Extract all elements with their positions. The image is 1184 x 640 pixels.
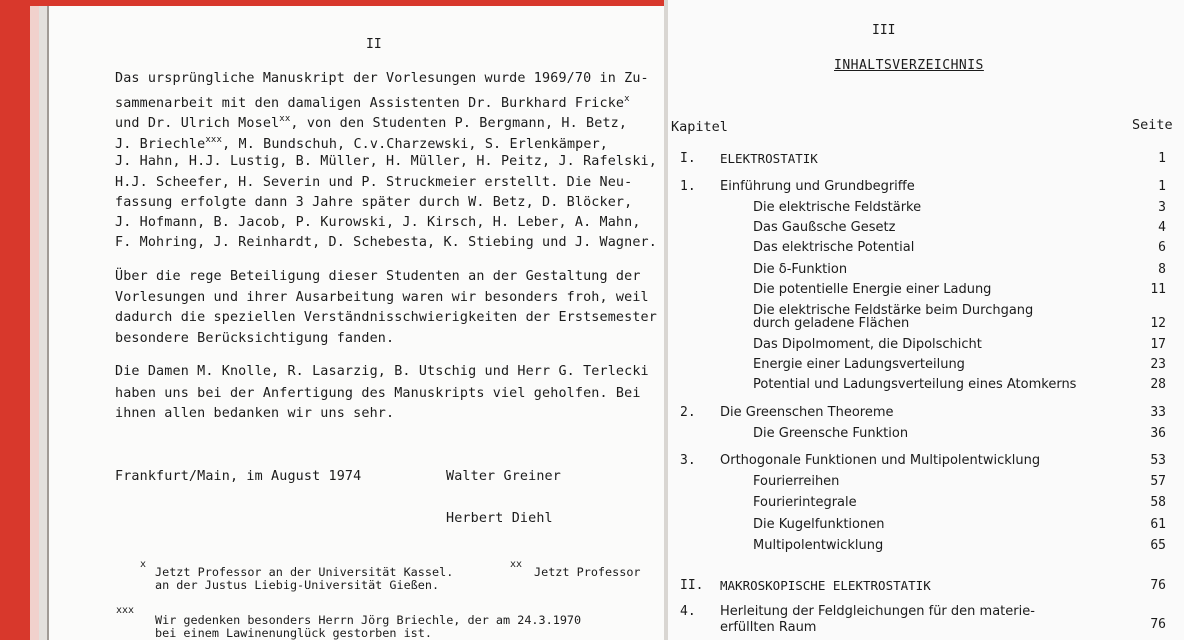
toc-entry-page: 61: [1150, 517, 1166, 532]
toc-entry-title[interactable]: Die Kugelfunktionen: [753, 517, 885, 532]
toc-entry-number: II.: [680, 578, 704, 593]
footnote-text: Wir gedenken besonders Herrn Jörg Briechle, der am 24.3.1970: [155, 613, 582, 627]
toc-entry-title[interactable]: Die δ-Funktion: [753, 262, 848, 277]
red-top-edge: [0, 0, 664, 6]
toc-entry-number: 1.: [680, 179, 696, 194]
preface-line: haben uns bei der Anfertigung des Manuskripts viel geholfen. Bei: [115, 386, 641, 401]
toc-entry-title[interactable]: Einführung und Grundbegriffe: [720, 179, 915, 194]
toc-entry-number: 4.: [680, 604, 696, 619]
toc-entry-title[interactable]: Die Greensche Funktion: [753, 426, 909, 441]
toc-column-page: Seite: [1132, 117, 1173, 133]
toc-entry-title[interactable]: Energie einer Ladungsverteilung: [753, 357, 965, 372]
toc-entry-title[interactable]: Potential und Ladungsverteilung eines Atomkerns: [753, 377, 1077, 392]
right-page-number: III: [872, 23, 896, 38]
preface-line: besondere Berücksichtigung fanden.: [115, 331, 395, 346]
toc-entry-title[interactable]: Herleitung der Feldgleichungen für den materie-: [720, 604, 1035, 619]
footnote-text: Jetzt Professor an der Universität Kassel.: [155, 565, 454, 579]
toc-entry-title[interactable]: erfüllten Raum: [720, 620, 817, 635]
toc-entry-page: 1: [1158, 179, 1166, 194]
preface-line: J. Hahn, H.J. Lustig, B. Müller, H. Müller, H. Peitz, J. Rafelski,: [115, 154, 657, 169]
gray-page-edge: [39, 0, 47, 640]
footnote-mark: xxx: [205, 135, 223, 145]
toc-entry-page: 17: [1150, 337, 1166, 352]
toc-entry-page: 53: [1150, 453, 1166, 468]
place-date: Frankfurt/Main, im August 1974: [115, 469, 362, 484]
toc-entry-page: 36: [1150, 426, 1166, 441]
preface-line: Über die rege Beteiligung dieser Studenten an der Gestaltung der: [115, 269, 641, 284]
toc-entry-page: 76: [1150, 617, 1166, 632]
preface-line: sammenarbeit mit den damaligen Assistenten Dr. Burkhard Fricke$^x$: [115, 94, 630, 111]
author-name: Walter Greiner: [446, 469, 561, 484]
toc-entry-page: 76: [1150, 578, 1166, 593]
toc-entry-number: 2.: [680, 405, 696, 420]
toc-entry-page: 6: [1158, 240, 1166, 255]
footnote-text: an der Justus Liebig-Universität Gießen.: [155, 578, 440, 592]
footnote-mark: xx: [510, 559, 523, 570]
toc-entry-page: 8: [1158, 262, 1166, 277]
toc-entry-page: 11: [1150, 282, 1166, 297]
preface-line: fassung erfolgte dann 3 Jahre später durch W. Betz, D. Blöcker,: [115, 195, 633, 210]
preface-line: Das ursprüngliche Manuskript der Vorlesungen wurde 1969/70 in Zu-: [115, 71, 649, 86]
toc-entry-page: 3: [1158, 200, 1166, 215]
toc-entry-title[interactable]: Die potentielle Energie einer Ladung: [753, 282, 992, 297]
toc-entry-title[interactable]: Fourierintegrale: [753, 495, 857, 510]
toc-entry-page: 28: [1150, 377, 1166, 392]
footnote-text: Jetzt Professor: [534, 565, 641, 579]
author-name: Herbert Diehl: [446, 511, 553, 526]
preface-line: H.J. Scheefer, H. Severin und P. Struckmeier erstellt. Die Neu-: [115, 175, 633, 190]
toc-entry-page: 12: [1150, 316, 1166, 331]
preface-line: und Dr. Ulrich Mosel$^{xx}$, von den Studenten P. Bergmann, H. Betz,: [115, 114, 628, 131]
pink-page-edge: [30, 0, 39, 640]
left-page-number: II: [366, 37, 382, 52]
red-page-edge: [0, 0, 30, 640]
toc-entry-title[interactable]: MAKROSKOPISCHE ELEKTROSTATIK: [720, 578, 931, 593]
toc-entry-page: 65: [1150, 538, 1166, 553]
toc-entry-number: 3.: [680, 453, 696, 468]
toc-entry-page: 23: [1150, 357, 1166, 372]
toc-entry-title[interactable]: Das elektrische Potential: [753, 240, 915, 255]
toc-entry-title[interactable]: Die Greenschen Theoreme: [720, 405, 894, 420]
toc-entry-title[interactable]: Die elektrische Feldstärke: [753, 200, 922, 215]
preface-line: Die Damen M. Knolle, R. Lasarzig, B. Utschig und Herr G. Terlecki: [115, 364, 649, 379]
preface-line: J. Briechle$^{xxx}$, M. Bundschuh, C.v.Charzewski, S. Erlenkämper,: [115, 135, 609, 152]
preface-line: dadurch die speziellen Verständnisschwierigkeiten der Erstsemester: [115, 310, 657, 325]
footnote-mark: xx: [279, 114, 291, 124]
toc-entry-page: 33: [1150, 405, 1166, 420]
right-page: [668, 0, 1184, 640]
toc-entry-title[interactable]: Multipolentwicklung: [753, 538, 884, 553]
preface-line: F. Mohring, J. Reinhardt, D. Schebesta, K. Stiebing und J. Wagner.: [115, 235, 657, 250]
footnote-mark: x: [140, 559, 147, 570]
toc-entry-title[interactable]: Das Gaußsche Gesetz: [753, 220, 896, 235]
toc-entry-page: 58: [1150, 495, 1166, 510]
toc-title: INHALTSVERZEICHNIS: [834, 58, 984, 73]
footnote-mark: x: [624, 94, 630, 104]
toc-entry-page: 1: [1158, 151, 1166, 166]
toc-entry-page: 4: [1158, 220, 1166, 235]
toc-entry-number: I.: [680, 151, 696, 166]
toc-entry-title[interactable]: ELEKTROSTATIK: [720, 151, 818, 166]
toc-entry-title[interactable]: durch geladene Flächen: [753, 316, 910, 331]
toc-column-chapter: Kapitel: [671, 119, 728, 135]
toc-entry-page: 57: [1150, 474, 1166, 489]
preface-line: ihnen allen bedanken wir uns sehr.: [115, 406, 395, 421]
preface-line: J. Hofmann, B. Jacob, P. Kurowski, J. Kirsch, H. Leber, A. Mahn,: [115, 215, 641, 230]
footnote-mark: xxx: [116, 605, 135, 616]
toc-entry-title[interactable]: Orthogonale Funktionen und Multipolentwicklung: [720, 453, 1041, 468]
page-edge-line: [47, 0, 49, 640]
toc-entry-title[interactable]: Die elektrische Feldstärke beim Durchgang: [753, 303, 1034, 318]
toc-entry-title[interactable]: Das Dipolmoment, die Dipolschicht: [753, 337, 982, 352]
preface-line: Vorlesungen und ihrer Ausarbeitung waren wir besonders froh, weil: [115, 290, 649, 305]
toc-entry-title[interactable]: Fourierreihen: [753, 474, 840, 489]
footnote-text: bei einem Lawinenunglück gestorben ist.: [155, 626, 432, 640]
